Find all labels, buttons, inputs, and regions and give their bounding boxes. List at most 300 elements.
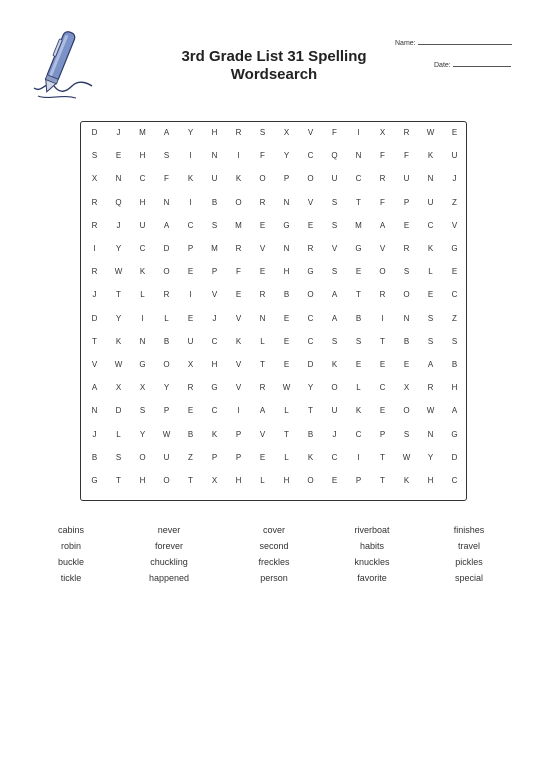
grid-letter[interactable]: A — [331, 313, 338, 323]
grid-letter[interactable]: N — [163, 197, 170, 207]
grid-letter[interactable]: S — [115, 452, 122, 462]
grid-letter[interactable]: K — [235, 174, 242, 184]
word-list-item: tickle — [60, 573, 82, 583]
grid-letter[interactable]: T — [116, 290, 121, 300]
grid-letter[interactable]: P — [379, 429, 386, 439]
grid-letter[interactable]: U — [187, 336, 194, 346]
grid-letter[interactable]: T — [260, 360, 265, 369]
grid-letter[interactable]: W — [426, 128, 435, 137]
grid-letter[interactable]: C — [211, 336, 218, 346]
grid-letter[interactable]: S — [331, 220, 338, 230]
grid-letter[interactable]: G — [139, 360, 146, 369]
date-field[interactable] — [434, 60, 511, 69]
grid-letter[interactable]: P — [163, 406, 170, 416]
grid-letter[interactable]: C — [355, 174, 362, 184]
grid-letter[interactable]: S — [91, 151, 98, 161]
grid-letter[interactable]: P — [355, 476, 362, 485]
grid-letter[interactable]: S — [331, 197, 338, 207]
grid-letter[interactable]: B — [451, 360, 458, 369]
grid-row — [81, 150, 466, 162]
grid-letter[interactable]: H — [139, 151, 146, 161]
grid-letter[interactable]: N — [91, 406, 98, 416]
grid-letter[interactable]: R — [259, 290, 266, 300]
grid-row — [81, 452, 466, 464]
grid-letter[interactable]: B — [211, 197, 218, 207]
grid-letter[interactable]: O — [163, 360, 170, 369]
grid-row — [81, 359, 466, 371]
grid-letter[interactable]: R — [163, 290, 170, 300]
grid-letter[interactable]: C — [307, 151, 314, 161]
grid-row — [81, 313, 466, 325]
grid-letter[interactable]: B — [355, 313, 362, 323]
grid-letter[interactable]: K — [403, 476, 410, 485]
grid-letter[interactable]: P — [403, 197, 410, 207]
word-list-item: never — [157, 525, 181, 535]
grid-row — [81, 173, 466, 185]
grid-letter[interactable]: Q — [331, 151, 338, 161]
grid-letter[interactable]: S — [427, 313, 434, 323]
grid-letter[interactable]: A — [91, 383, 98, 393]
word-list-item: cover — [262, 525, 285, 535]
grid-letter[interactable]: T — [116, 476, 121, 485]
grid-letter[interactable]: I — [357, 128, 360, 137]
grid-letter[interactable]: V — [307, 128, 314, 137]
grid-letter[interactable]: O — [403, 406, 410, 416]
grid-letter[interactable]: Y — [163, 383, 170, 393]
grid-letter[interactable]: O — [403, 290, 410, 300]
grid-letter[interactable]: N — [403, 313, 410, 323]
grid-letter[interactable]: D — [91, 313, 98, 323]
grid-letter[interactable]: S — [451, 336, 458, 346]
grid-letter[interactable]: C — [211, 406, 218, 416]
grid-letter[interactable]: V — [331, 244, 338, 253]
grid-letter[interactable]: A — [331, 290, 338, 300]
word-list-item: freckles — [258, 557, 290, 567]
date-line[interactable] — [453, 60, 511, 67]
grid-letter[interactable]: A — [379, 220, 386, 230]
word-list-item: happened — [148, 573, 190, 583]
grid-letter[interactable]: H — [283, 267, 290, 277]
grid-letter[interactable]: A — [259, 406, 266, 416]
grid-letter[interactable]: O — [163, 267, 170, 277]
grid-letter[interactable]: R — [403, 128, 410, 137]
grid-letter[interactable]: C — [307, 313, 314, 323]
grid-letter[interactable]: F — [260, 151, 265, 161]
grid-letter[interactable]: S — [259, 128, 266, 137]
grid-letter[interactable]: X — [91, 174, 98, 184]
grid-letter[interactable]: I — [237, 151, 240, 161]
grid-letter[interactable]: S — [163, 151, 170, 161]
grid-letter[interactable]: R — [187, 383, 194, 393]
grid-letter[interactable]: H — [235, 476, 242, 485]
grid-letter[interactable]: V — [211, 290, 218, 300]
grid-letter[interactable]: T — [356, 197, 361, 207]
grid-letter[interactable]: F — [380, 197, 385, 207]
word-list-item: finishes — [453, 525, 485, 535]
grid-letter[interactable]: O — [379, 267, 386, 277]
grid-letter[interactable]: L — [140, 290, 145, 300]
grid-letter[interactable]: R — [379, 174, 386, 184]
grid-letter[interactable]: K — [427, 151, 434, 161]
grid-letter[interactable]: P — [283, 174, 290, 184]
grid-letter[interactable]: V — [451, 220, 458, 230]
grid-letter[interactable]: U — [403, 174, 410, 184]
grid-letter[interactable]: C — [331, 452, 338, 462]
grid-letter[interactable]: C — [307, 336, 314, 346]
grid-letter[interactable]: P — [235, 452, 242, 462]
grid-letter[interactable]: X — [139, 383, 146, 393]
grid-letter[interactable]: R — [379, 290, 386, 300]
grid-letter[interactable]: G — [307, 267, 314, 277]
word-list-item: second — [259, 541, 289, 551]
grid-letter[interactable]: U — [331, 406, 338, 416]
grid-letter[interactable]: I — [357, 452, 360, 462]
grid-letter[interactable]: K — [427, 244, 434, 253]
grid-letter[interactable]: B — [187, 429, 194, 439]
grid-letter[interactable]: E — [451, 128, 458, 137]
grid-letter[interactable]: S — [403, 429, 410, 439]
grid-letter[interactable]: X — [187, 360, 194, 369]
grid-letter[interactable]: C — [451, 476, 458, 485]
grid-letter[interactable]: W — [114, 267, 123, 277]
grid-letter[interactable]: N — [283, 197, 290, 207]
grid-letter[interactable]: F — [380, 151, 385, 161]
grid-letter[interactable]: E — [187, 267, 194, 277]
grid-row — [81, 243, 466, 255]
grid-letter[interactable]: L — [164, 313, 169, 323]
grid-letter[interactable]: V — [91, 360, 98, 369]
grid-letter[interactable]: R — [91, 267, 98, 277]
grid-letter[interactable]: L — [428, 267, 433, 277]
grid-letter[interactable]: J — [452, 174, 457, 184]
grid-letter[interactable]: R — [427, 383, 434, 393]
grid-letter[interactable]: U — [451, 151, 458, 161]
grid-letter[interactable]: N — [427, 429, 434, 439]
grid-letter[interactable]: X — [211, 476, 218, 485]
grid-letter[interactable]: D — [451, 452, 458, 462]
grid-letter[interactable]: V — [307, 197, 314, 207]
grid-letter[interactable]: R — [259, 197, 266, 207]
grid-letter[interactable]: J — [116, 128, 121, 137]
grid-letter[interactable]: Z — [188, 452, 193, 462]
grid-letter[interactable]: F — [332, 128, 337, 137]
grid-letter[interactable]: L — [356, 383, 361, 393]
grid-row — [81, 220, 466, 232]
grid-letter[interactable]: Z — [452, 313, 457, 323]
grid-letter[interactable]: J — [212, 313, 217, 323]
grid-letter[interactable]: L — [284, 452, 289, 462]
title-line-2: Wordsearch — [230, 66, 318, 83]
grid-letter[interactable]: P — [211, 452, 218, 462]
grid-letter[interactable]: K — [187, 174, 194, 184]
grid-letter[interactable]: E — [259, 452, 266, 462]
grid-letter[interactable]: C — [139, 174, 146, 184]
grid-letter[interactable]: I — [381, 313, 384, 323]
grid-letter[interactable]: I — [189, 197, 192, 207]
grid-letter[interactable]: U — [427, 197, 434, 207]
grid-letter[interactable]: E — [235, 290, 242, 300]
word-list-item: favorite — [357, 573, 387, 583]
grid-row — [81, 266, 466, 278]
grid-row — [81, 475, 466, 487]
grid-letter[interactable]: M — [139, 128, 146, 137]
grid-letter[interactable]: T — [380, 476, 385, 485]
grid-letter[interactable]: O — [235, 197, 242, 207]
grid-letter[interactable]: E — [187, 313, 194, 323]
grid-letter[interactable]: K — [211, 429, 218, 439]
grid-letter[interactable]: E — [379, 360, 386, 369]
grid-letter[interactable]: K — [139, 267, 146, 277]
grid-letter[interactable]: C — [187, 220, 194, 230]
grid-letter[interactable]: M — [355, 220, 362, 230]
date-label: Date: — [434, 62, 451, 69]
grid-letter[interactable]: G — [91, 476, 98, 485]
grid-letter[interactable]: R — [235, 244, 242, 253]
grid-letter[interactable]: D — [91, 128, 98, 137]
grid-letter[interactable]: I — [189, 151, 192, 161]
grid-letter[interactable]: E — [355, 360, 362, 369]
grid-letter[interactable]: E — [403, 360, 410, 369]
grid-letter[interactable]: B — [403, 336, 410, 346]
grid-letter[interactable]: S — [331, 336, 338, 346]
grid-letter[interactable]: R — [91, 220, 98, 230]
grid-letter[interactable]: V — [235, 313, 242, 323]
grid-letter[interactable]: K — [307, 452, 314, 462]
grid-letter[interactable]: X — [403, 383, 410, 393]
grid-letter[interactable]: T — [188, 476, 193, 485]
grid-letter[interactable]: I — [93, 244, 96, 253]
grid-letter[interactable]: W — [402, 452, 411, 462]
grid-letter[interactable]: Y — [427, 452, 434, 462]
grid-letter[interactable]: Q — [115, 197, 122, 207]
grid-letter[interactable]: I — [141, 313, 144, 323]
grid-letter[interactable]: K — [331, 360, 338, 369]
letter-grid — [80, 121, 467, 501]
grid-letter[interactable]: L — [260, 336, 265, 346]
grid-letter[interactable]: T — [356, 290, 361, 300]
grid-letter[interactable]: W — [426, 406, 435, 416]
grid-letter[interactable]: Z — [452, 197, 457, 207]
word-list-item: pickles — [455, 557, 483, 567]
grid-letter[interactable]: H — [139, 197, 146, 207]
grid-letter[interactable]: Y — [187, 128, 194, 137]
word-list-item: chuckling — [150, 557, 188, 567]
grid-letter[interactable]: R — [259, 383, 266, 393]
grid-letter[interactable]: X — [283, 128, 290, 137]
grid-letter[interactable]: S — [331, 267, 338, 277]
grid-row — [81, 197, 466, 209]
grid-letter[interactable]: G — [283, 220, 290, 230]
grid-letter[interactable]: E — [307, 220, 314, 230]
grid-letter[interactable]: F — [164, 174, 169, 184]
grid-letter[interactable]: P — [211, 267, 218, 277]
grid-letter[interactable]: T — [92, 336, 97, 346]
grid-letter[interactable]: P — [187, 244, 194, 253]
grid-letter[interactable]: T — [380, 336, 385, 346]
grid-letter[interactable]: A — [451, 406, 458, 416]
grid-letter[interactable]: E — [283, 313, 290, 323]
grid-letter[interactable]: O — [307, 290, 314, 300]
grid-letter[interactable]: V — [235, 383, 242, 393]
grid-letter[interactable]: B — [307, 429, 314, 439]
pen-with-signature-icon — [28, 28, 98, 102]
grid-letter[interactable]: P — [235, 429, 242, 439]
grid-letter[interactable]: Y — [115, 244, 122, 253]
grid-letter[interactable]: T — [284, 429, 289, 439]
grid-letter[interactable]: A — [163, 128, 170, 137]
grid-letter[interactable]: L — [116, 429, 121, 439]
grid-letter[interactable]: C — [451, 290, 458, 300]
grid-letter[interactable]: E — [355, 267, 362, 277]
grid-letter[interactable]: H — [451, 383, 458, 393]
grid-letter[interactable]: Y — [115, 313, 122, 323]
grid-letter[interactable]: E — [283, 360, 290, 369]
grid-letter[interactable]: E — [427, 290, 434, 300]
grid-letter[interactable]: K — [115, 336, 122, 346]
grid-letter[interactable]: N — [283, 244, 290, 253]
grid-letter[interactable]: E — [331, 476, 338, 485]
grid-letter[interactable]: A — [163, 220, 170, 230]
grid-letter[interactable]: V — [379, 244, 386, 253]
grid-letter[interactable]: H — [139, 476, 146, 485]
grid-letter[interactable]: N — [115, 174, 122, 184]
grid-letter[interactable]: R — [307, 244, 314, 253]
grid-letter[interactable]: S — [403, 267, 410, 277]
grid-row — [81, 336, 466, 348]
grid-letter[interactable]: J — [116, 220, 121, 230]
grid-letter[interactable]: O — [139, 452, 146, 462]
grid-letter[interactable]: D — [307, 360, 314, 369]
grid-letter[interactable]: Y — [283, 151, 290, 161]
grid-letter[interactable]: H — [427, 476, 434, 485]
grid-letter[interactable]: Y — [307, 383, 314, 393]
grid-letter[interactable]: U — [163, 452, 170, 462]
grid-letter[interactable]: B — [91, 452, 98, 462]
grid-letter[interactable]: W — [162, 429, 171, 439]
word-list-item: robin — [60, 541, 81, 551]
name-label: Name: — [395, 40, 416, 47]
grid-letter[interactable]: E — [259, 267, 266, 277]
grid-letter[interactable]: E — [259, 220, 266, 230]
grid-letter[interactable]: E — [115, 151, 122, 161]
grid-row — [81, 127, 466, 139]
grid-letter[interactable]: S — [211, 220, 218, 230]
grid-letter[interactable]: R — [91, 197, 98, 207]
grid-letter[interactable]: W — [114, 360, 123, 369]
grid-row — [81, 405, 466, 417]
word-list-item: cabins — [57, 525, 84, 535]
grid-letter[interactable]: W — [282, 383, 291, 393]
grid-letter[interactable]: H — [211, 128, 218, 137]
grid-letter[interactable]: E — [187, 406, 194, 416]
word-list-item: forever — [154, 541, 183, 551]
grid-row — [81, 289, 466, 301]
word-list-item: habits — [359, 541, 385, 551]
grid-letter[interactable]: A — [427, 360, 434, 369]
grid-letter[interactable]: E — [379, 406, 386, 416]
word-list-item: special — [454, 573, 483, 583]
grid-letter[interactable]: Y — [139, 429, 146, 439]
grid-letter[interactable]: O — [331, 383, 338, 393]
grid-letter[interactable]: C — [427, 220, 434, 230]
grid-letter[interactable]: H — [283, 476, 290, 485]
grid-letter[interactable]: T — [308, 406, 313, 416]
grid-letter[interactable]: L — [260, 476, 265, 485]
grid-letter[interactable]: V — [235, 360, 242, 369]
grid-letter[interactable]: J — [92, 429, 97, 439]
grid-letter[interactable]: E — [283, 336, 290, 346]
word-list-item: buckle — [57, 557, 84, 567]
name-line[interactable] — [418, 38, 512, 45]
grid-letter[interactable]: N — [427, 174, 434, 184]
grid-letter[interactable]: I — [237, 406, 240, 416]
grid-letter[interactable]: T — [380, 452, 385, 462]
word-list-item: knuckles — [354, 557, 390, 567]
grid-letter[interactable]: R — [403, 244, 410, 253]
grid-letter[interactable]: V — [259, 429, 266, 439]
grid-letter[interactable]: U — [211, 174, 218, 184]
title-line-1: 3rd Grade List 31 Spelling — [181, 48, 367, 65]
grid-letter[interactable]: N — [259, 313, 266, 323]
grid-letter[interactable]: B — [283, 290, 290, 300]
grid-letter[interactable]: X — [379, 128, 386, 137]
grid-letter[interactable]: X — [115, 383, 122, 393]
grid-letter[interactable]: N — [139, 336, 146, 346]
word-list-item: person — [260, 573, 288, 583]
grid-letter[interactable]: O — [307, 174, 314, 184]
grid-letter[interactable]: G — [355, 244, 362, 253]
grid-letter[interactable]: D — [163, 244, 170, 253]
grid-letter[interactable]: S — [427, 336, 434, 346]
grid-letter[interactable]: V — [259, 244, 266, 253]
grid-letter[interactable]: N — [211, 151, 218, 161]
grid-letter[interactable]: M — [235, 220, 242, 230]
grid-letter[interactable]: R — [235, 128, 242, 137]
grid-letter[interactable]: I — [189, 290, 192, 300]
grid-letter[interactable]: B — [163, 336, 170, 346]
grid-letter[interactable]: F — [236, 267, 241, 277]
word-list-item: riverboat — [354, 525, 390, 535]
grid-letter[interactable]: S — [355, 336, 362, 346]
page-title — [160, 48, 388, 84]
grid-letter[interactable]: E — [403, 220, 410, 230]
grid-letter[interactable]: J — [92, 290, 97, 300]
grid-letter[interactable]: K — [355, 406, 362, 416]
grid-letter[interactable]: U — [139, 220, 146, 230]
grid-letter[interactable]: D — [115, 406, 122, 416]
grid-letter[interactable]: G — [451, 429, 458, 439]
grid-letter[interactable]: J — [332, 429, 337, 439]
grid-letter[interactable]: U — [331, 174, 338, 184]
grid-letter[interactable]: G — [211, 383, 218, 393]
grid-letter[interactable]: N — [355, 151, 362, 161]
grid-letter[interactable]: C — [355, 429, 362, 439]
grid-letter[interactable]: M — [211, 244, 218, 253]
grid-letter[interactable]: O — [259, 174, 266, 184]
grid-letter[interactable]: O — [307, 476, 314, 485]
grid-letter[interactable]: G — [451, 244, 458, 253]
grid-letter[interactable]: L — [284, 406, 289, 416]
grid-letter[interactable]: C — [379, 383, 386, 393]
grid-letter[interactable]: S — [139, 406, 146, 416]
name-field[interactable] — [395, 38, 512, 47]
grid-letter[interactable]: C — [139, 244, 146, 253]
grid-letter[interactable]: O — [163, 476, 170, 485]
grid-letter[interactable]: F — [404, 151, 409, 161]
grid-letter[interactable]: E — [451, 267, 458, 277]
grid-letter[interactable]: K — [235, 336, 242, 346]
grid-letter[interactable]: H — [211, 360, 218, 369]
